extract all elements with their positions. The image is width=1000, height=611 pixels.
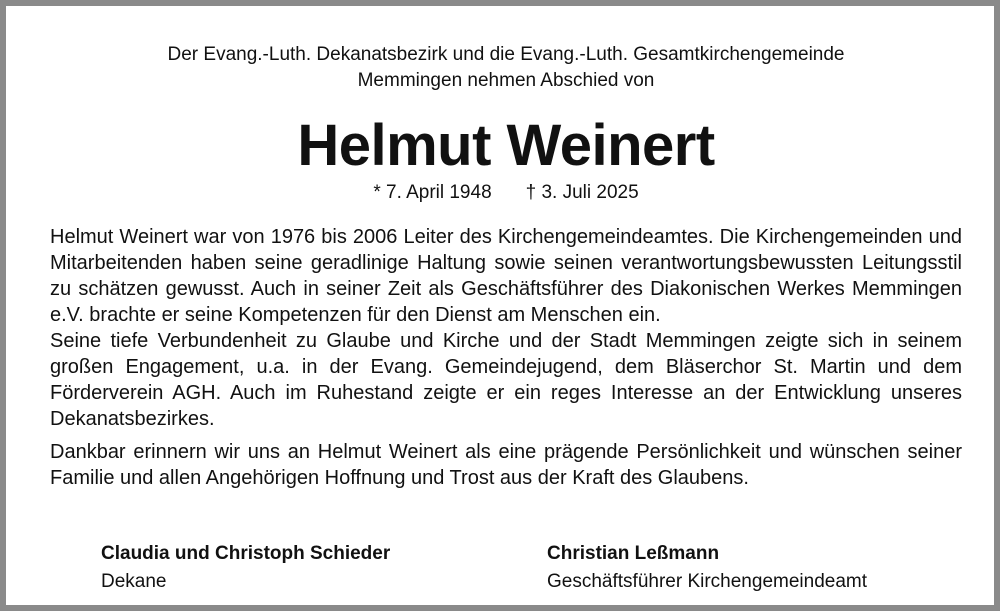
signature-role-right: Geschäftsführer Kirchengemeindeamt bbox=[547, 571, 867, 592]
signature-name-left: Claudia und Christoph Schieder bbox=[101, 543, 391, 564]
birth-date: * 7. April 1948 bbox=[373, 182, 492, 203]
signature-block-left bbox=[101, 540, 390, 596]
body-paragraph-2: Seine tiefe Verbundenheit zu Glaube und Kirche und der Stadt Memmingen zeigte sich in seinem großen Engagement, u.a. in der Evang. Gemeindejugend, dem Bläserchor St. Martin und dem Förderverein AGH. Auch im Ruhestand zeigte er ein reges Interesse an der Entwicklung unseres Dekanatsbezirkes. bbox=[50, 330, 962, 430]
obituary-body bbox=[50, 224, 962, 491]
signature-block-right bbox=[547, 540, 867, 596]
signature-name-right: Christian Leßmann bbox=[547, 543, 720, 564]
life-dates bbox=[6, 180, 1000, 206]
signature-role-left: Dekane bbox=[101, 571, 167, 592]
body-paragraph-3: Dankbar erinnern wir uns an Helmut Weinert als eine prägende Persönlichkeit und wünschen seiner Familie und allen Angehörigen Hoffnung und Trost aus der Kraft des Glaubens. bbox=[50, 441, 962, 489]
intro-line-2: Memmingen nehmen Abschied von bbox=[357, 70, 655, 91]
intro-text bbox=[6, 42, 1000, 94]
death-date: † 3. Juli 2025 bbox=[525, 182, 639, 203]
deceased-name: Helmut Weinert bbox=[297, 113, 715, 178]
body-paragraph-1: Helmut Weinert war von 1976 bis 2006 Leiter des Kirchengemeindeamtes. Die Kirchengemeinden und Mitarbeitenden haben seine geradlinige Haltung sowie seinen verantwortungsbewussten Leitungsstil zu schätzen gewusst. Auch in seiner Zeit als Geschäftsführer des Diakonischen Werkes Memmingen e.V. brachte er seine Kompetenzen für den Dienst am Menschen ein. bbox=[50, 226, 962, 326]
intro-line-1: Der Evang.-Luth. Dekanatsbezirk und die Evang.-Luth. Gesamtkirchengemeinde bbox=[167, 44, 845, 65]
